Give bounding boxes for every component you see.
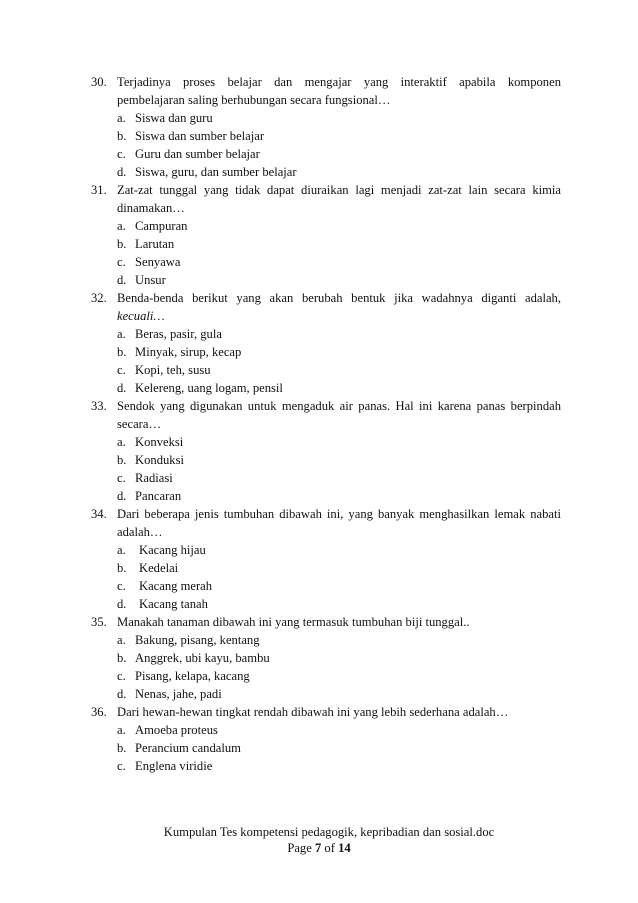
answer-option (91, 757, 561, 775)
question-number: 34. (91, 507, 107, 521)
kecuali-emphasis: kecuali… (117, 309, 165, 323)
page-word: Page (287, 841, 312, 855)
answer-option (91, 667, 561, 685)
of-word: of (324, 841, 335, 855)
option-text: Kacang merah (139, 579, 213, 593)
option-letter: b. (117, 453, 127, 467)
option-letter: a. (117, 111, 126, 125)
answer-option (91, 541, 561, 559)
option-letter: a. (117, 633, 126, 647)
option-text: Beras, pasir, gula (135, 327, 222, 341)
answer-option (91, 253, 561, 271)
answer-option (91, 325, 561, 343)
option-letter: a. (117, 723, 126, 737)
question-35 (91, 613, 561, 703)
question-text-continued: secara… (117, 417, 162, 431)
option-text: Kacang tanah (139, 597, 208, 611)
option-letter: d. (117, 597, 127, 611)
option-text: Pisang, kelapa, kacang (135, 669, 250, 683)
option-letter: b. (117, 561, 127, 575)
answer-option (91, 577, 561, 595)
option-text: Nenas, jahe, padi (135, 687, 222, 701)
option-text: Kelereng, uang logam, pensil (135, 381, 283, 395)
question-text-continued: dinamakan… (117, 201, 185, 215)
page-number-line (0, 840, 638, 856)
option-text: Konduksi (135, 453, 184, 467)
answer-option (91, 127, 561, 145)
answer-option (91, 271, 561, 289)
footer-document-title: Kumpulan Tes kompetensi pedagogik, kepribadian dan sosial.doc (163, 825, 495, 839)
option-letter: c. (117, 471, 126, 485)
option-text: Siswa dan guru (135, 111, 213, 125)
answer-option (91, 343, 561, 361)
question-32 (91, 289, 561, 397)
option-letter: c. (117, 255, 126, 269)
question-text: Benda-benda berikut yang akan berubah bentuk jika wadahnya diganti adalah, (117, 291, 561, 305)
option-text: Englena viridie (135, 759, 213, 773)
question-text: Sendok yang digunakan untuk mengaduk air panas. Hal ini karena panas berpindah (117, 399, 561, 413)
question-text: Zat-zat tunggal yang tidak dapat diuraikan lagi menjadi zat-zat lain secara kimia (117, 183, 561, 197)
question-text-continued: pembelajaran saling berhubungan secara fungsional… (117, 93, 391, 107)
option-letter: d. (117, 687, 127, 701)
option-letter: b. (117, 345, 127, 359)
page-footer (0, 824, 638, 856)
option-letter: b. (117, 741, 127, 755)
option-letter: c. (117, 759, 126, 773)
option-text: Guru dan sumber belajar (135, 147, 260, 161)
option-text: Radiasi (135, 471, 173, 485)
answer-option (91, 559, 561, 577)
option-letter: b. (117, 237, 127, 251)
question-number: 36. (91, 705, 107, 719)
question-number: 32. (91, 291, 107, 305)
option-letter: d. (117, 381, 127, 395)
answer-option (91, 217, 561, 235)
answer-option (91, 595, 561, 613)
option-text: Unsur (135, 273, 166, 287)
option-text: Kacang hijau (139, 543, 206, 557)
option-text: Senyawa (135, 255, 181, 269)
option-letter: d. (117, 489, 127, 503)
answer-option (91, 109, 561, 127)
answer-option (91, 235, 561, 253)
option-letter: d. (117, 165, 127, 179)
option-letter: c. (117, 669, 126, 683)
option-text: Kedelai (139, 561, 179, 575)
answer-option (91, 631, 561, 649)
question-text: Dari hewan-hewan tingkat rendah dibawah ini yang lebih sederhana adalah… (117, 705, 509, 719)
question-36 (91, 703, 561, 775)
question-list (91, 73, 561, 775)
answer-option (91, 649, 561, 667)
option-text: Perancium candalum (135, 741, 241, 755)
option-letter: c. (117, 579, 126, 593)
option-text: Konveksi (135, 435, 184, 449)
question-number: 35. (91, 615, 107, 629)
option-letter: a. (117, 219, 126, 233)
option-letter: b. (117, 651, 127, 665)
option-letter: d. (117, 273, 127, 287)
question-31 (91, 181, 561, 289)
answer-option (91, 739, 561, 757)
question-number: 33. (91, 399, 107, 413)
answer-option (91, 451, 561, 469)
question-text-continued (91, 307, 561, 325)
option-letter: c. (117, 147, 126, 161)
option-letter: a. (117, 543, 126, 557)
question-33 (91, 397, 561, 505)
option-letter: c. (117, 363, 126, 377)
option-letter: a. (117, 327, 126, 341)
question-text-continued: adalah… (117, 525, 163, 539)
answer-option (91, 433, 561, 451)
question-number: 31. (91, 183, 107, 197)
answer-option (91, 361, 561, 379)
question-text: Terjadinya proses belajar dan mengajar yang interaktif apabila komponen (117, 75, 561, 89)
answer-option (91, 721, 561, 739)
question-text: Manakah tanaman dibawah ini yang termasuk tumbuhan biji tunggal.. (117, 615, 470, 629)
answer-option (91, 469, 561, 487)
page-number: 7 (314, 841, 322, 855)
page-total: 14 (338, 841, 351, 855)
question-34 (91, 505, 561, 613)
question-30 (91, 73, 561, 181)
option-text: Pancaran (135, 489, 182, 503)
option-letter: b. (117, 129, 127, 143)
answer-option (91, 487, 561, 505)
question-text: Dari beberapa jenis tumbuhan dibawah ini, yang banyak menghasilkan lemak nabati (117, 507, 561, 521)
option-letter: a. (117, 435, 126, 449)
answer-option (91, 379, 561, 397)
option-text: Siswa dan sumber belajar (135, 129, 265, 143)
option-text: Minyak, sirup, kecap (135, 345, 242, 359)
answer-option (91, 163, 561, 181)
answer-option (91, 685, 561, 703)
option-text: Siswa, guru, dan sumber belajar (135, 165, 297, 179)
question-number: 30. (91, 75, 107, 89)
answer-option (91, 145, 561, 163)
option-text: Kopi, teh, susu (135, 363, 211, 377)
option-text: Amoeba proteus (135, 723, 218, 737)
option-text: Campuran (135, 219, 188, 233)
option-text: Anggrek, ubi kayu, bambu (135, 651, 270, 665)
option-text: Larutan (135, 237, 175, 251)
option-text: Bakung, pisang, kentang (135, 633, 260, 647)
